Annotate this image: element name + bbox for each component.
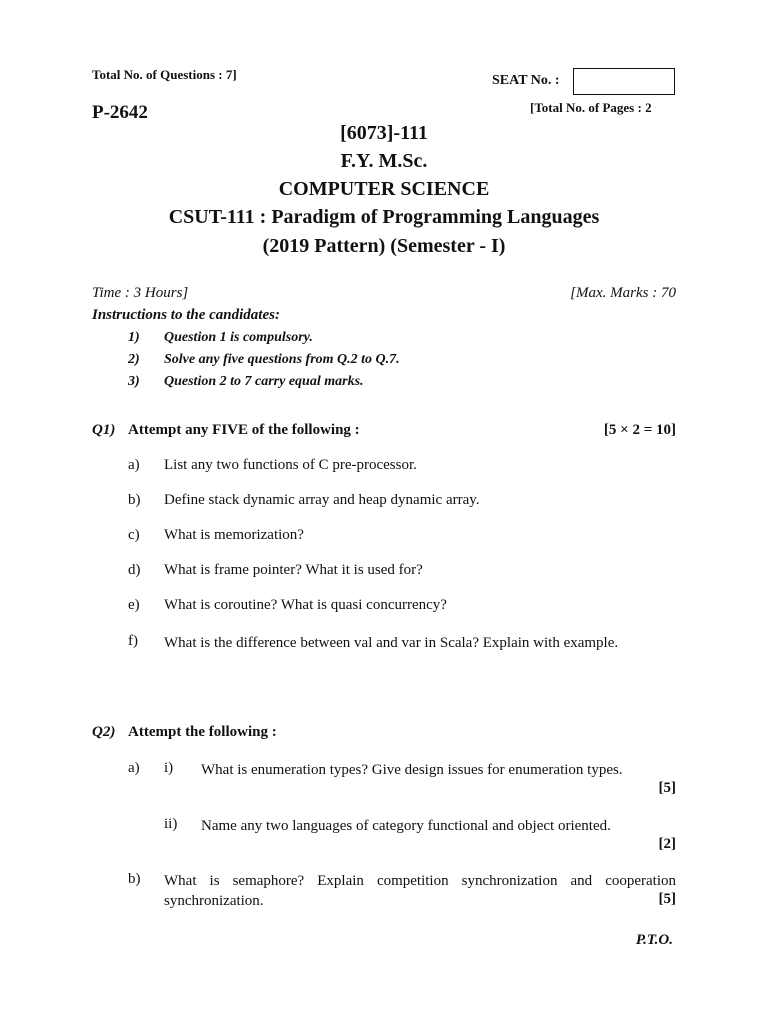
q1-item-number: c) bbox=[128, 527, 140, 543]
q1-item-number: e) bbox=[128, 597, 140, 613]
total-questions: Total No. of Questions : 7] bbox=[92, 67, 237, 82]
q2-b-text: What is semaphore? Explain competition synchronization and cooperation synchronization. bbox=[164, 873, 676, 909]
q2-a-ii-marks: [2] bbox=[658, 836, 676, 852]
q2-a-i-number: i) bbox=[164, 760, 174, 776]
exam-code: [6073]-111 bbox=[340, 122, 428, 144]
q1-item-number: f) bbox=[128, 633, 138, 649]
q1-item-text: List any two functions of C pre-processor. bbox=[164, 457, 417, 473]
q2-a-number: a) bbox=[128, 760, 140, 776]
paper-code: P-2642 bbox=[92, 102, 148, 123]
q1-item-text: What is memorization? bbox=[164, 527, 304, 543]
q2-title: Attempt the following : bbox=[128, 724, 277, 740]
q2-a-i-text: What is enumeration types? Give design issues for enumeration types. bbox=[201, 762, 623, 778]
time-label: Time : 3 Hours] bbox=[92, 285, 189, 301]
q2-a-ii-text: Name any two languages of category functional and object oriented. bbox=[201, 818, 611, 834]
q2-b-number: b) bbox=[128, 871, 141, 887]
instruction-number: 3) bbox=[128, 374, 140, 389]
seat-number-box bbox=[573, 68, 675, 95]
instruction-number: 1) bbox=[128, 330, 140, 345]
instructions-title: Instructions to the candidates: bbox=[92, 307, 280, 323]
q2-label: Q2) bbox=[92, 724, 116, 740]
total-pages: [Total No. of Pages : 2 bbox=[530, 100, 652, 115]
pto-label: P.T.O. bbox=[635, 932, 673, 948]
q1-item-text: What is coroutine? What is quasi concurrency? bbox=[164, 597, 447, 613]
q1-label: Q1) bbox=[92, 422, 116, 438]
q1-item-text: What is frame pointer? What it is used for? bbox=[164, 562, 423, 578]
instruction-number: 2) bbox=[128, 352, 140, 367]
q1-title: Attempt any FIVE of the following : bbox=[128, 422, 360, 438]
q1-item-number: b) bbox=[128, 492, 141, 508]
q2-a-ii-number: ii) bbox=[164, 816, 178, 832]
q1-item-number: a) bbox=[128, 457, 140, 473]
instruction-text: Question 1 is compulsory. bbox=[164, 330, 313, 345]
pattern-title: (2019 Pattern) (Semester - I) bbox=[262, 235, 506, 257]
subject-title: COMPUTER SCIENCE bbox=[278, 178, 490, 200]
q1-item-text: What is the difference between val and var in Scala? Explain with example. bbox=[164, 635, 619, 651]
degree-title: F.Y. M.Sc. bbox=[340, 150, 428, 172]
q2-a-i-marks: [5] bbox=[658, 780, 676, 796]
seat-label: SEAT No. : bbox=[492, 73, 560, 88]
q1-marks: [5 × 2 = 10] bbox=[603, 422, 676, 438]
course-title: CSUT-111 : Paradigm of Programming Languages bbox=[168, 206, 600, 228]
q2-b-marks: [5] bbox=[658, 891, 676, 907]
instruction-text: Question 2 to 7 carry equal marks. bbox=[164, 374, 364, 389]
instruction-text: Solve any five questions from Q.2 to Q.7. bbox=[164, 352, 400, 367]
q1-item-text: Define stack dynamic array and heap dynamic array. bbox=[164, 492, 480, 508]
q1-item-number: d) bbox=[128, 562, 141, 578]
max-marks-label: [Max. Marks : 70 bbox=[570, 285, 676, 301]
